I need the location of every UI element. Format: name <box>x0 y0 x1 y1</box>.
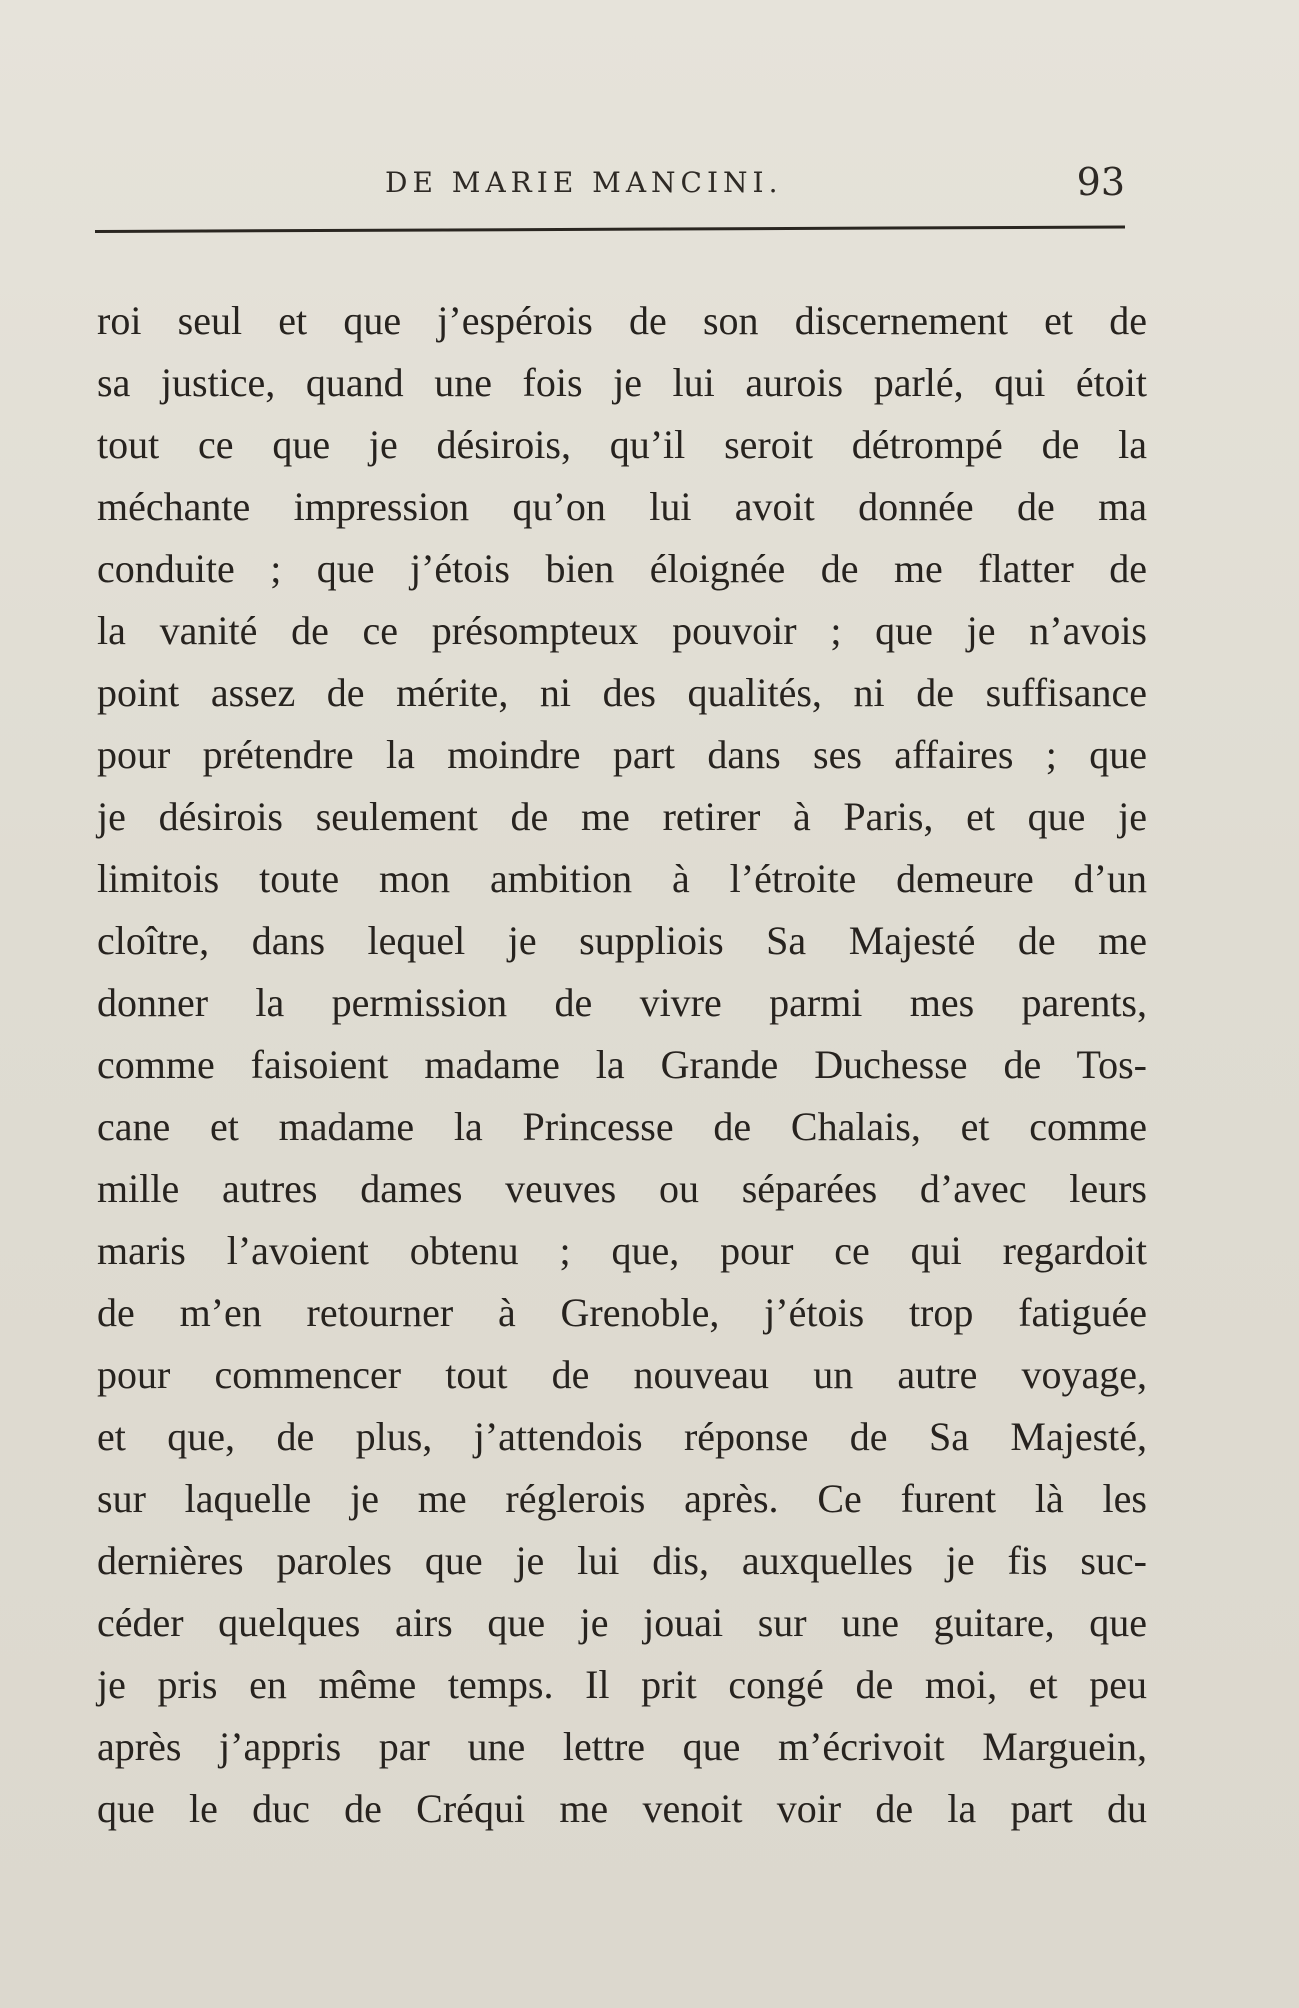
text-line: mille autres dames veuves ou séparées d’avec leurs <box>97 1166 1147 1211</box>
text-line: après j’appris par une lettre que m’écrivoit Marguein, <box>97 1724 1147 1769</box>
page-header <box>95 160 1125 210</box>
text-line: que le duc de Créqui me venoit voir de la part du <box>97 1786 1147 1831</box>
text-line: roi seul et que j’espérois de son discernement et de <box>97 298 1147 343</box>
text-line: cane et madame la Princesse de Chalais, et comme <box>97 1104 1147 1149</box>
text-line: céder quelques airs que je jouai sur une guitare, que <box>97 1600 1147 1645</box>
text-line: méchante impression qu’on lui avoit donnée de ma <box>97 484 1147 529</box>
text-line: donner la permission de vivre parmi mes parents, <box>97 980 1147 1025</box>
header-rule <box>95 226 1125 233</box>
text-line: sa justice, quand une fois je lui aurois parlé, qui étoit <box>97 360 1147 405</box>
text-line: je pris en même temps. Il prit congé de moi, et peu <box>97 1662 1147 1707</box>
text-line: la vanité de ce présompteux pouvoir ; que je n’avois <box>97 608 1147 653</box>
text-line: tout ce que je désirois, qu’il seroit détrompé de la <box>97 422 1147 467</box>
text-line: dernières paroles que je lui dis, auxquelles je fis suc- <box>97 1538 1147 1583</box>
page-number: 93 <box>1076 160 1125 204</box>
text-line: cloître, dans lequel je suppliois Sa Majesté de me <box>97 918 1147 963</box>
text-line: je désirois seulement de me retirer à Paris, et que je <box>97 794 1147 839</box>
text-line: pour commencer tout de nouveau un autre voyage, <box>97 1352 1147 1397</box>
text-line: pour prétendre la moindre part dans ses affaires ; que <box>97 732 1147 777</box>
text-line: conduite ; que j’étois bien éloignée de me flatter de <box>97 546 1147 591</box>
text-line: maris l’avoient obtenu ; que, pour ce qui regardoit <box>97 1228 1147 1273</box>
text-line: sur laquelle je me réglerois après. Ce furent là les <box>97 1476 1147 1521</box>
text-line: point assez de mérite, ni des qualités, ni de suffisance <box>97 670 1147 715</box>
text-line: limitois toute mon ambition à l’étroite demeure d’un <box>97 856 1147 901</box>
text-line: de m’en retourner à Grenoble, j’étois trop fatiguée <box>97 1290 1147 1335</box>
running-head: DE MARIE MANCINI. <box>385 166 783 199</box>
text-line: et que, de plus, j’attendois réponse de Sa Majesté, <box>97 1414 1147 1459</box>
body-text <box>97 290 1147 1840</box>
text-line: comme faisoient madame la Grande Duchesse de Tos- <box>97 1042 1147 1087</box>
